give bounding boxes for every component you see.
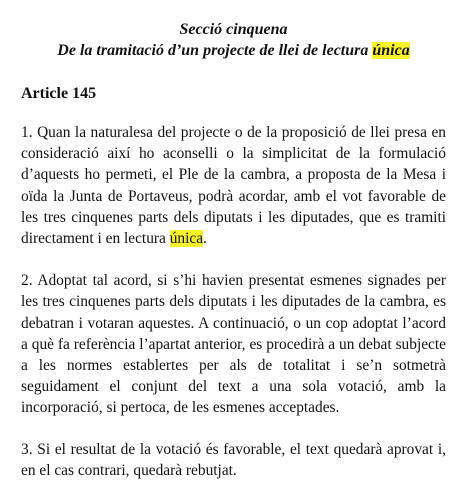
section-subtitle [21,40,446,61]
paragraph-1-text: 1. Quan la naturalesa del projecte o de la proposició de llei presa en consideració així ho aconselli o la simplicitat de la formulació d’aquests ho permeti, el Ple de la cambra, a proposta de la Mesa i oïda la Junta de Portaveus, podrà acordar, amb el vot favorable de les tres cinquenes parts dels diputats i les diputades, que es tramiti directament i en lectura [21,124,446,248]
section-title: Secció cinquena [179,21,288,38]
paragraph-1 [21,122,446,249]
article-heading: Article 145 [21,85,97,102]
highlighted-term: única [372,42,410,59]
paragraph-2: 2. Adoptat tal acord, si s’hi havien presentat esmenes signades per les tres cinquenes parts dels diputats i les diputades de la cambra, es debatran i votaran aquestes. A continuació, o un cop adoptat l’acord a què fa referència l’apartat anterior, es procedirà a un debat subjecte a les normes establertes per als de totalitat i se’n sotmetrà seguidament el conjunt del text a una sola votació, amb la incorporació, si pertoca, de les esmenes acceptades. [21,272,446,417]
document-page [21,0,446,481]
paragraph-1-end: . [203,230,207,248]
paragraph-3: 3. Si el resultat de la votació és favorable, el text quedarà aprovat i, en el cas contrari, quedarà rebutjat. [21,440,446,479]
section-subtitle-text: De la tramitació d’un projecte de llei de lectura [57,42,373,59]
highlighted-term: única [169,230,204,248]
